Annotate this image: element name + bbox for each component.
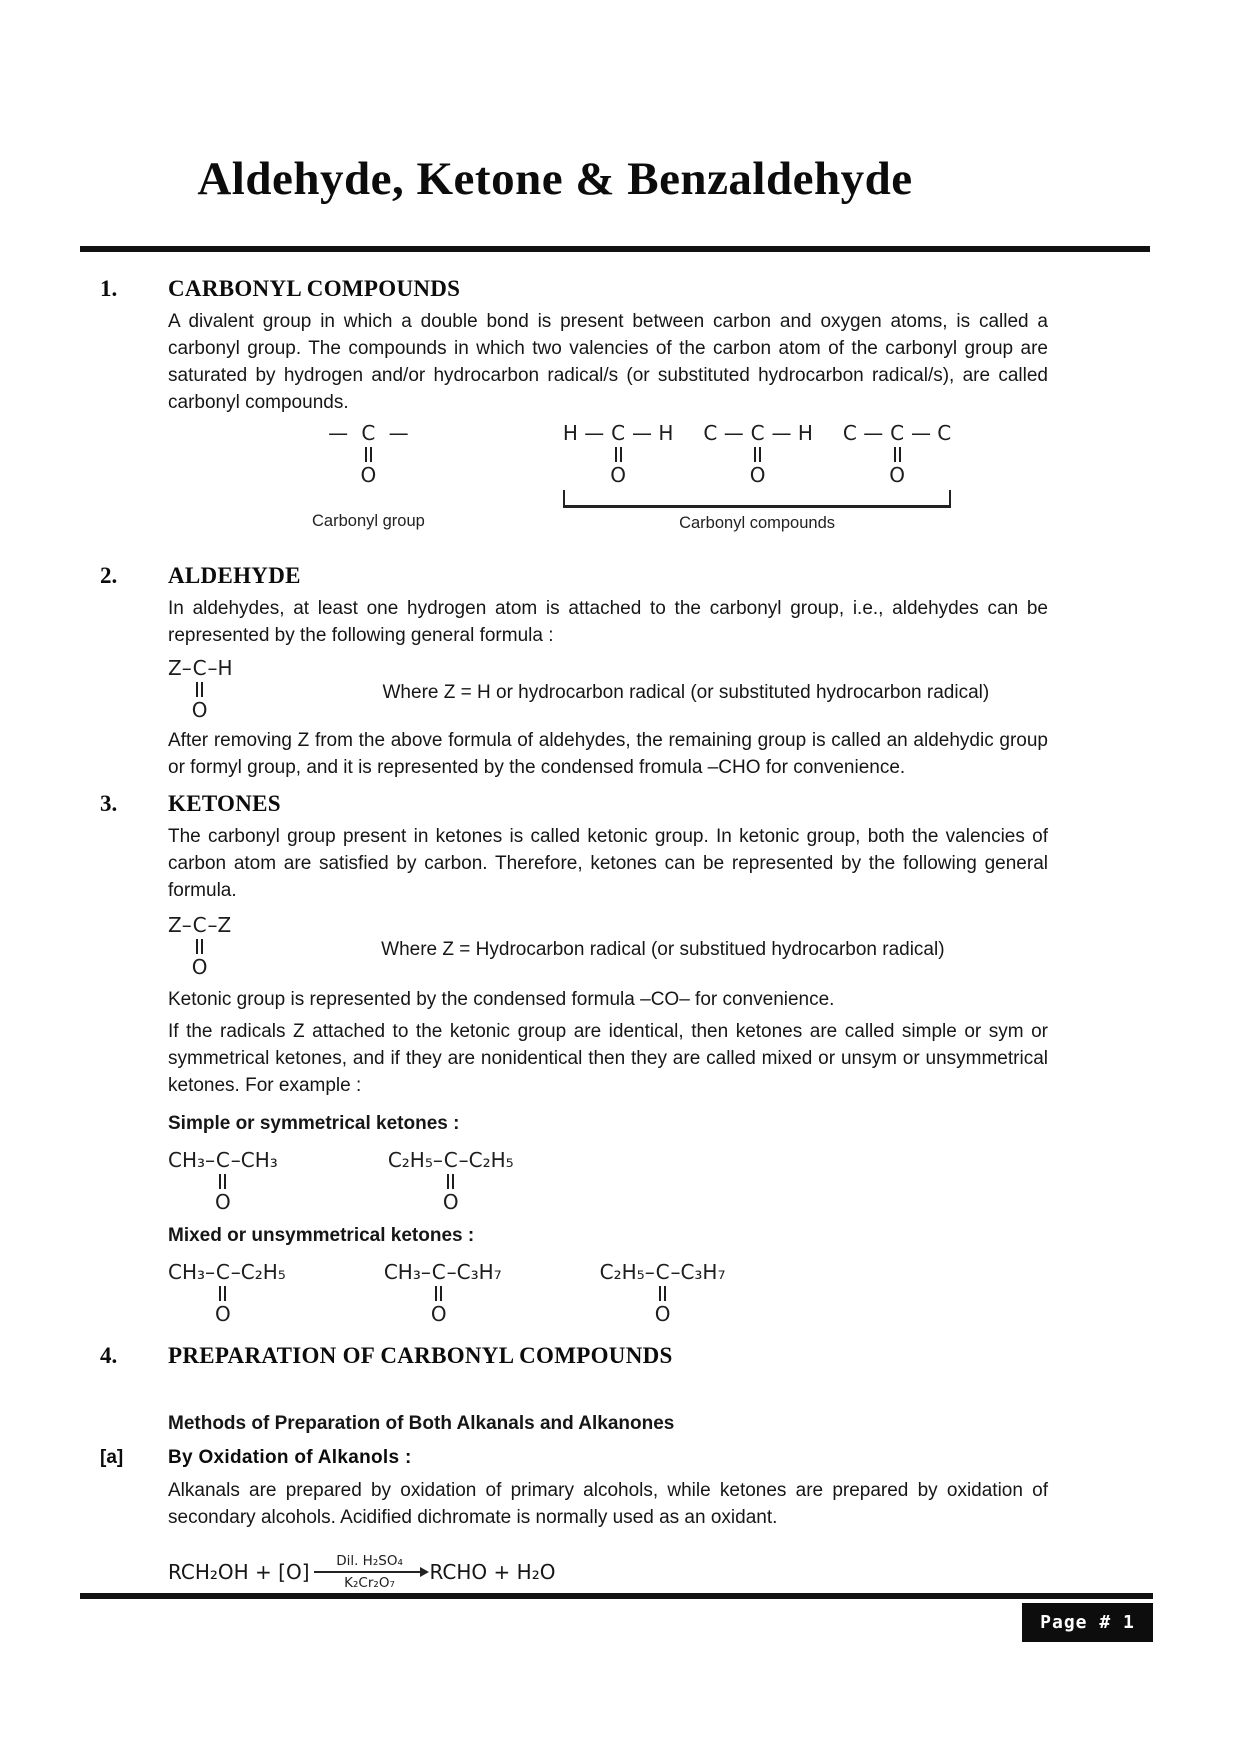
compounds-bracket [563,490,951,508]
section-number: 1. [100,276,118,301]
left-substituent: — [328,421,355,445]
section-heading: CARBONYL COMPOUNDS [168,276,461,301]
page-body [100,276,1150,1591]
carbonyl-figure [312,422,1150,533]
chem-structure-aldehyde-general [168,657,233,721]
item-a-header [100,1447,1150,1469]
page-title: Aldehyde, Ketone & Benzaldehyde [197,153,913,205]
reactants: RCH₂OH + [O] [168,1560,310,1584]
right-substituent: –C₃H₇ [446,1260,502,1284]
section-1-paragraph: A divalent group in which a double bond is present between carbon and oxygen atoms, is called a carbonyl group. The compounds in which two valencies of the carbon atom of the carbonyl group are saturated by hydrogen and/or hydrocarbon radical/s (or substituted hydrocarbon radical/s), are called carbonyl compounds. [168,311,1048,413]
double-bond [754,447,761,462]
chem-structure-formaldehyde [563,422,674,486]
section-3-header [100,791,1150,817]
simple-ketones-structures [168,1149,1150,1213]
methods-heading: Methods of Preparation of Both Alkanals and Alkanones [168,1413,675,1434]
carbonyl-group-figure [312,422,425,531]
ketone-formula-row [168,914,1150,978]
double-bond [659,1286,666,1301]
section-3-paragraph: The carbonyl group present in ketones is called ketonic group. In ketonic group, both the valencies of carbon atom are satisfied by carbon. Therefore, ketones can be represented by the following general formula. [168,826,1048,901]
double-bond [196,682,203,697]
double-bond [447,1174,454,1189]
oxygen-atom: O [191,955,208,979]
carbon-atom: C [215,1260,230,1284]
condition-below: K₂Cr₂O₇ [344,1575,395,1591]
section-1-header [100,276,1150,302]
carbon-atom: C [890,421,905,445]
oxygen-atom: O [442,1190,459,1214]
chem-structure-aldehyde [703,422,812,486]
oxygen-atom: O [889,463,905,487]
section-number: 2. [100,563,118,588]
section-heading: KETONES [168,791,281,816]
aldehyde-formula-row [168,657,1150,721]
carbonyl-compounds-strip [563,422,951,486]
carbonyl-compounds-figure [563,422,951,533]
chem-structure-methyl-ethyl-ketone [168,1261,286,1325]
oxygen-atom: O [430,1302,447,1326]
double-bond [219,1174,226,1189]
condition-above: Dil. H₂SO₄ [336,1553,403,1569]
right-substituent: — C [910,421,952,445]
section-2-paragraph-2: After removing Z from the above formula of aldehydes, the remaining group is called an aldehydic group or formyl group, and it is represented by the condensed fromula –CHO for convenience. [168,730,1048,778]
right-substituent: –H [207,656,233,680]
double-bond [894,447,901,462]
left-substituent: C₂H₅– [387,1148,443,1172]
carbon-atom: C [215,1148,230,1172]
section-3-paragraph-2: Ketonic group is represented by the condensed formula –CO– for convenience. [168,989,835,1010]
section-2-header [100,563,1150,589]
right-substituent: –C₃H₇ [670,1260,726,1284]
section-heading: ALDEHYDE [168,563,301,588]
carbon-atom: C [750,421,765,445]
left-substituent: C — [703,421,744,445]
section-2-paragraph: In aldehydes, at least one hydrogen atom is attached to the carbonyl group, i.e., aldehydes can be represented by the following general formula : [168,598,1048,646]
double-bond [615,447,622,462]
products: RCHO + H₂O [429,1560,556,1584]
double-bond [219,1286,226,1301]
left-substituent: Z– [168,913,192,937]
carbon-atom: C [655,1260,670,1284]
double-bond [435,1286,442,1301]
oxygen-atom: O [191,698,208,722]
left-substituent: CH₃– [168,1148,216,1172]
section-heading: PREPARATION OF CARBONYL COMPOUNDS [168,1343,673,1368]
left-substituent: Z– [168,656,192,680]
mixed-ketones-structures [168,1261,1150,1325]
where-note: Where Z = H or hydrocarbon radical (or substituted hydrocarbon radical) [382,682,990,703]
section-4-paragraph: Alkanals are prepared by oxidation of primary alcohols, while ketones are prepared by oxidation of secondary alcohols. Acidified dichromate is normally used as an oxidant. [168,1480,1048,1528]
carbon-atom: C [431,1260,446,1284]
page-number-label: Page # 1 [1040,1612,1135,1633]
chem-structure-methyl-propyl-ketone [384,1261,502,1325]
where-note: Where Z = Hydrocarbon radical (or substitued hydrocarbon radical) [381,939,945,960]
carbon-atom: C [443,1148,458,1172]
right-substituent: –Z [207,913,232,937]
arrow-head-icon [420,1567,429,1577]
carbon-atom: C [361,421,376,445]
section-number: 4. [100,1343,118,1368]
oxygen-atom: O [215,1190,231,1214]
oxygen-atom: O [610,463,626,487]
chem-structure-ethyl-propyl-ketone [600,1261,726,1325]
figure-caption: Carbonyl compounds [679,514,836,532]
right-substituent: — [382,421,409,445]
chem-structure-ketone [843,422,951,486]
figure-caption: Carbonyl group [312,512,425,530]
chem-structure-ketone-general [168,914,231,978]
oxygen-atom: O [215,1302,231,1326]
section-4-header [100,1343,1150,1369]
double-bond [196,939,203,954]
section-number: 3. [100,791,118,816]
left-substituent: C₂H₅– [599,1260,655,1284]
page-number-badge [1022,1603,1153,1642]
chem-structure-acetone [168,1149,278,1213]
arrow-line [314,1571,426,1573]
oxygen-atom: O [749,463,766,487]
left-substituent: C — [842,421,884,445]
item-heading: By Oxidation of Alkanols : [168,1447,412,1468]
right-substituent: — H [631,421,674,445]
left-substituent: CH₃– [383,1260,431,1284]
oxygen-atom: O [654,1302,671,1326]
carbon-atom: C [192,656,207,680]
right-substituent: –C₂H₅ [458,1148,514,1172]
carbon-atom: C [192,913,207,937]
carbon-atom: C [611,421,626,445]
oxygen-atom: O [360,463,377,487]
left-substituent: H — [562,421,605,445]
reaction-arrow [314,1553,426,1591]
right-substituent: –CH₃ [230,1148,278,1172]
section-3-paragraph-3: If the radicals Z attached to the ketonic group are identical, then ketones are called simple or sym or symmetrical ketones, and if they are nonidentical then they are called mixed or unsym or unsymmetrical ketones. For example : [168,1021,1048,1096]
double-bond [365,447,372,462]
simple-ketones-heading: Simple or symmetrical ketones : [168,1113,460,1134]
mixed-ketones-heading: Mixed or unsymmetrical ketones : [168,1225,475,1246]
footer-rule [80,1593,1153,1599]
left-substituent: CH₃– [168,1260,216,1284]
chem-structure-carbonyl-group [328,422,408,486]
chem-structure-diethyl-ketone [388,1149,514,1213]
title-rule [80,246,1150,252]
right-substituent: — H [771,421,813,445]
item-label: [a] [100,1447,124,1468]
right-substituent: –C₂H₅ [230,1260,286,1284]
reaction-equation [168,1553,1150,1591]
